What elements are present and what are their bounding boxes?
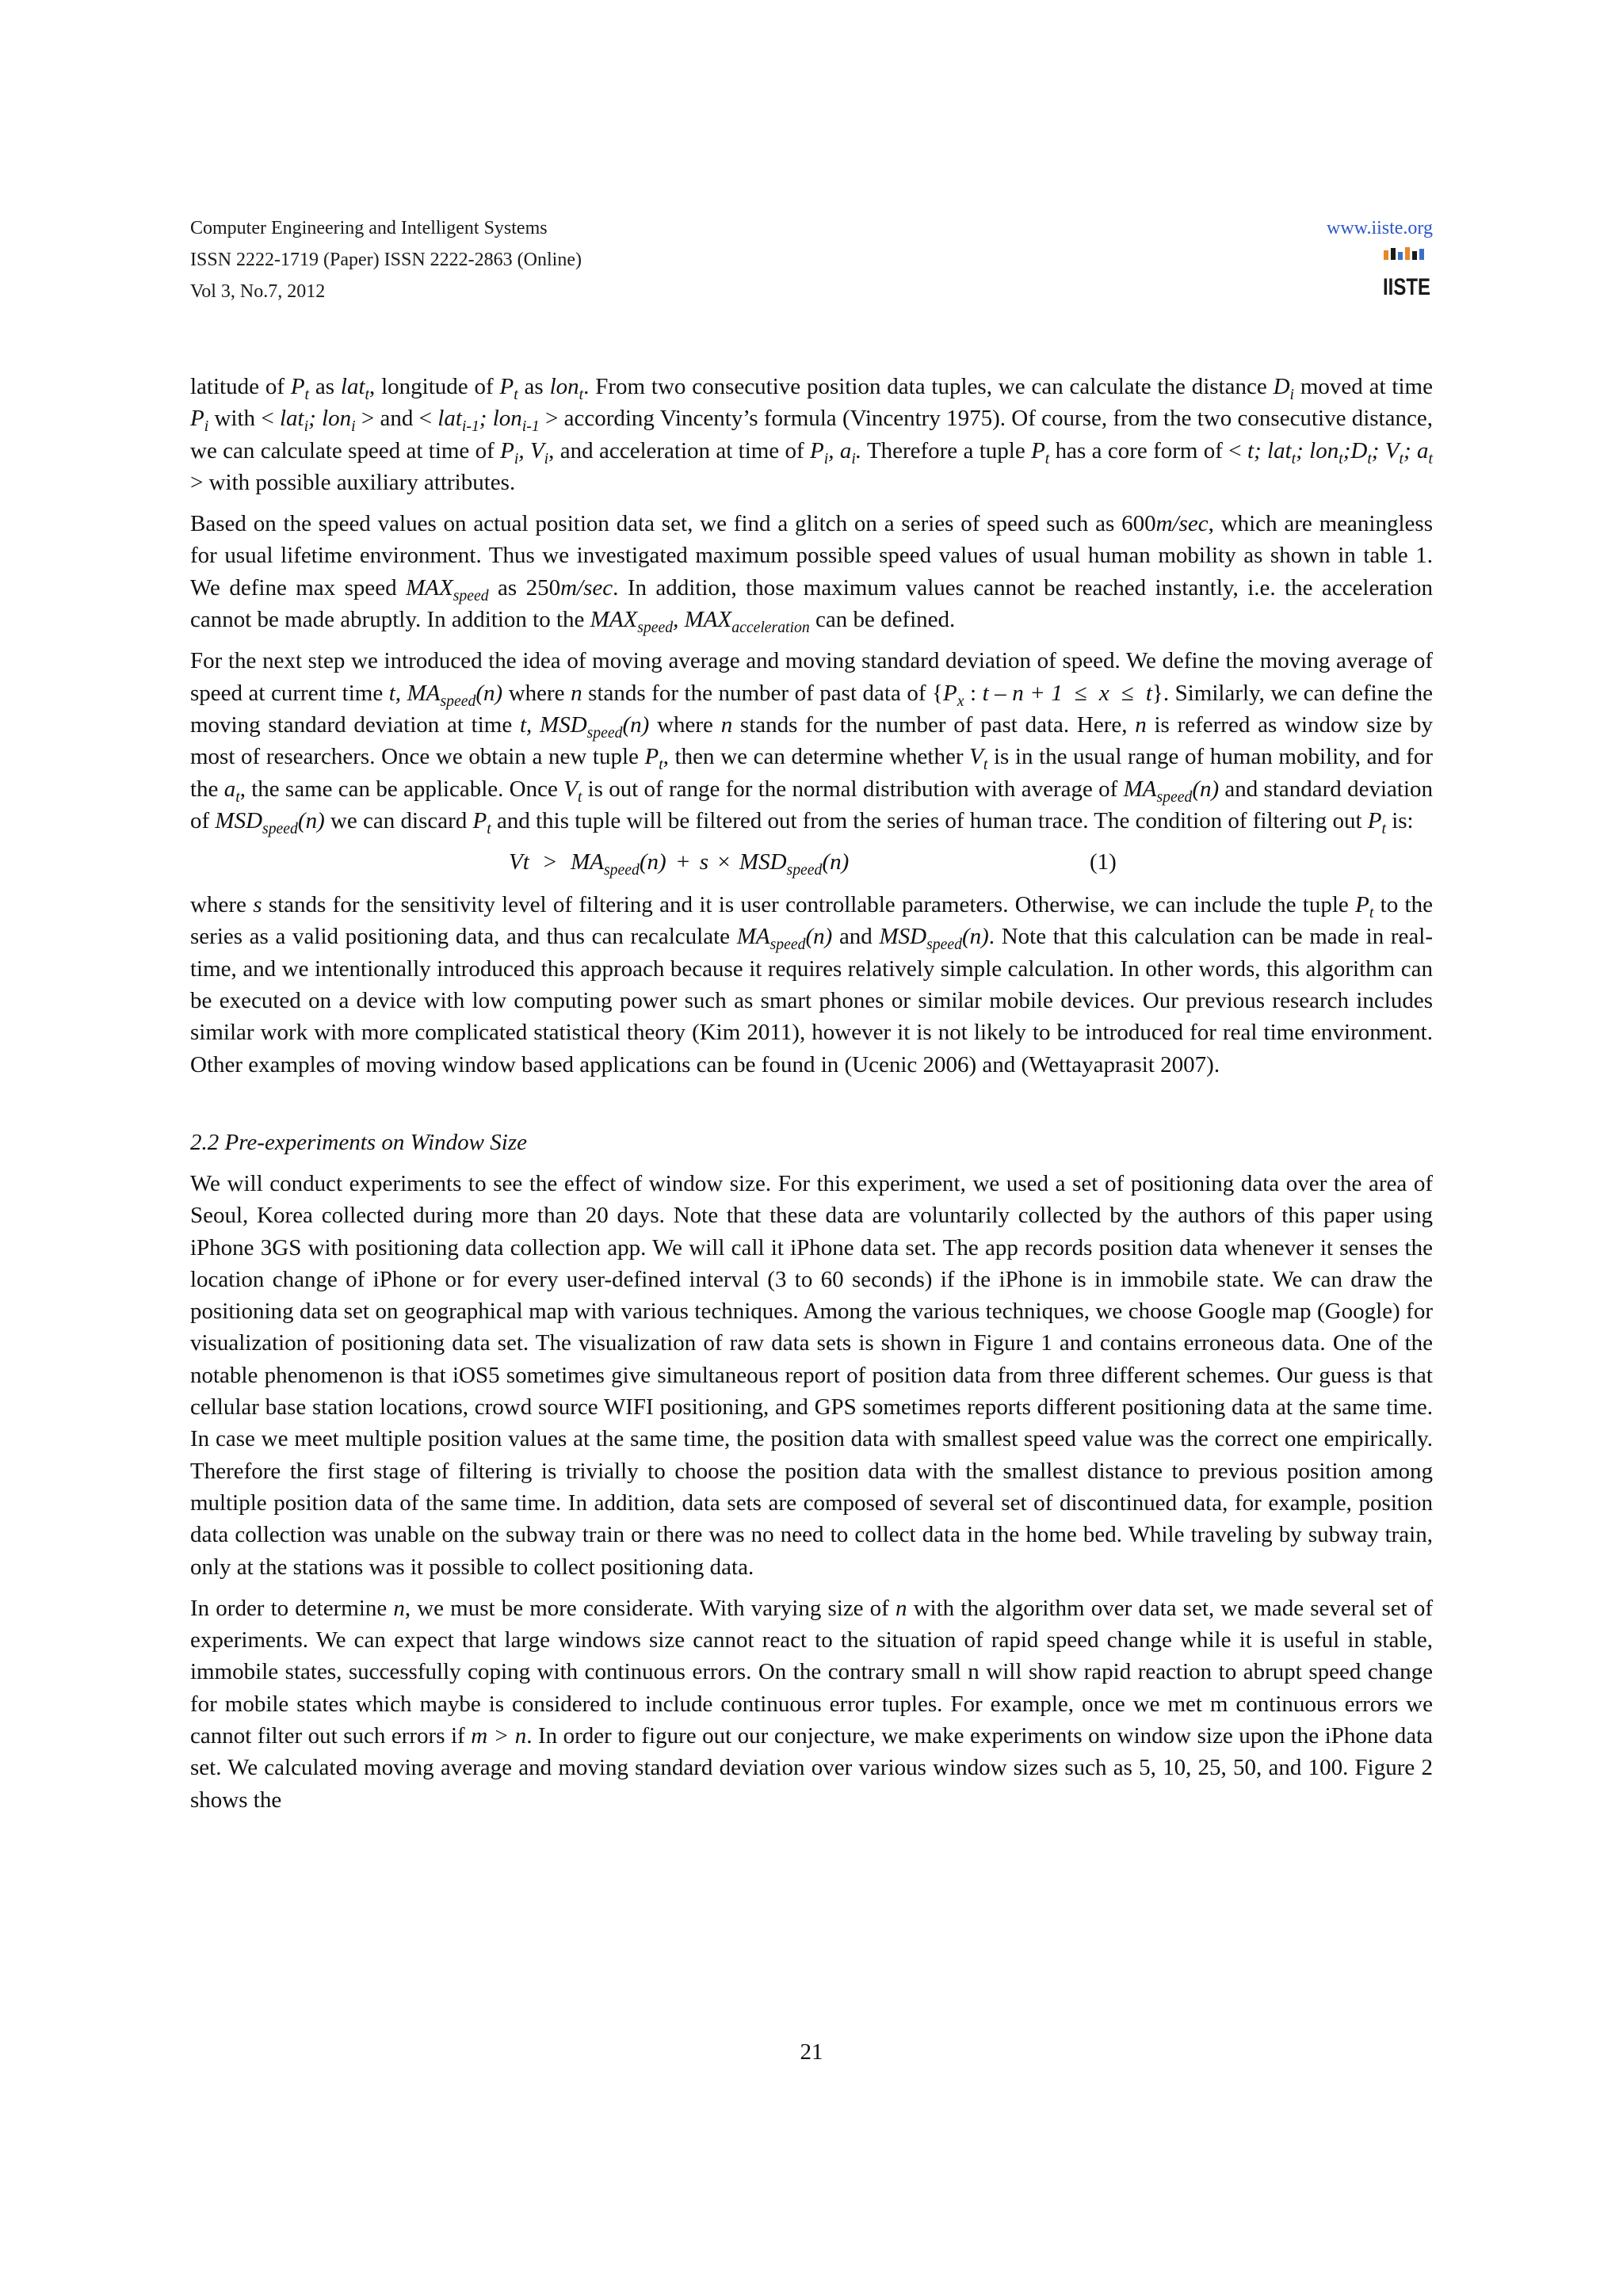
equation-ma-argument: (n) + s — [639, 849, 709, 875]
page-header — [190, 212, 1433, 315]
paragraph-experiment-setup: We will conduct experiments to see the effect of window size. For this experiment, we used a set of positioning data over the area of Seoul, Korea collected during more than 20 days. Note that these data are voluntarily collected by the authors of this paper using iPhone 3GS with positioning data collection app. We will call it iPhone data set. The app records position data whenever it senses the location change of iPhone or for every user-defined interval (3 to 60 seconds) if the iPhone is in immobile state. We can draw the positioning data set on geographical map with various techniques. Among the various techniques, we choose Google map (Google) for visualization of positioning data set. The visualization of raw data sets is shown in Figure 1 and contains erroneous data. One of the notable phenomenon is that iOS5 sometimes give simultaneous report of position data from three different schemes. Our guess is that cellular base station locations, crowd source WIFI positioning, and GPS sometimes reports different positioning data at the same time. In case we meet multiple position values at the same time, the position data with smallest speed value was the correct one empirically. Therefore the first stage of filtering is trivially to choose the position data with the smallest distance to previous position among multiple position data of the same time. In addition, data sets are composed of several set of discontinued data, for example, position data collection was unable on the subway train or there was no need to collect data in the home bed. While traveling by subway train, only at the stations was it possible to collect positioning data. — [190, 1170, 1433, 1580]
equation-ma: MA — [571, 849, 605, 875]
equation-msd-argument: (n) — [822, 849, 850, 875]
iiste-logo-icon — [1381, 246, 1433, 301]
equation-body — [509, 846, 849, 878]
journal-title: Computer Engineering and Intelligent Systems — [190, 218, 548, 238]
equation-lhs: Vt — [509, 849, 529, 875]
paragraph-moving-average: For the next step we introduced the idea of moving average and moving standard deviation of speed. We define the moving average of speed at current time t, $MA_{speed}(n)$ where n stands for the number of past data of {$P_x$ : t – n + 1 ≤ x ≤ t}. Similarly, we can define the moving standard deviation at time t, $MSD_{speed}(n)$ where n stands for the number of past data. Here, n is referred as window size by most of researchers. Once we obtain a new tuple $P_t$, then we can determine whether $V_t$ is in the usual range of human mobility, and for the $a_t$, the same can be applicable. Once $V_t$ is out of range for the normal distribution with average of $MA_{speed}(n)$ and standard deviation of $MSD_{speed}(n)$ we can discard $P_t$ and this tuple will be filtered out from the series of human trace. The condition of filtering out $P_t$ is: — [190, 648, 1433, 837]
equation-times: × — [717, 849, 731, 875]
journal-volume: Vol 3, No.7, 2012 — [190, 281, 326, 302]
paragraph-sensitivity: where s stands for the sensitivity level of filtering and it is user controllable parameters. Otherwise, we can include the tuple $P_t$ to the series as a valid positioning data, and thus can recalculate $MA_{speed}(n)$ and $MSD_{speed}(n)$. Note that this calculation can be made in real-time, and we intentionally introduced this approach because it requires relatively simple calculation. In other words, this algorithm can be executed on a device with low computing power such as smart phones or similar mobile devices. Our previous research includes similar work with more complicated statistical theory (Kim 2011), however it is not likely to be introduced for real time environment. Other examples of moving window based applications can be found in (Ucenic 2006) and (Wettayaprasit 2007). — [190, 892, 1434, 1077]
section-heading: 2.2 Pre-experiments on Window Size — [190, 1129, 527, 1155]
paragraph-window-size: In order to determine n, we must be more considerate. With varying size of n with the algorithm over data set, we made several set of experiments. We can expect that large windows size cannot react to the situation of rapid speed change while it is useful in stable, immobile states, successfully coping with continuous errors. On the contrary small n will show rapid reaction to abrupt speed change for mobile states which maybe is considered to include continuous error tuples. For example, once we met m continuous errors we cannot filter out such errors if m > n. In order to figure out our conjecture, we make experiments on window size upon the iPhone data set. We calculated moving average and moving standard deviation over various window sizes such as 5, 10, 25, 50, and 100. Figure 2 shows the — [190, 1595, 1433, 1813]
article-body — [190, 371, 1433, 1825]
page-number: 21 — [800, 2039, 823, 2065]
journal-issn: ISSN 2222-1719 (Paper) ISSN 2222-2863 (Online) — [190, 250, 582, 270]
equation-ma-subscript: speed — [604, 860, 640, 879]
journal-website-link[interactable]: www.iiste.org — [1327, 218, 1433, 238]
paragraph-tuple-definition: latitude of $P_t$ as lat$_t$, longitude of $P_t$ as lon$_t$. From two consecutive position data tuples, we can calculate the distance $D_i$ moved at time $P_i$ with < lat$_i$; lon$_i$ > and < lat$_{i-1}$; lon$_{i-1}$ > according Vincenty’s formula (Vincentry 1975). Of course, from the two consecutive distance, we can calculate speed at time of $P_i$, $V_i$, and acceleration at time of $P_i$, $a_i$. Therefore a tuple $P_t$ has a core form of < t; lat$_t$; $lon_t;D_t$; $V_t$; $a_t$ > with possible auxiliary attributes. — [190, 374, 1433, 495]
equation-msd-subscript: speed — [786, 860, 823, 879]
equation-operator: > — [543, 849, 557, 875]
equation-number: (1) — [1090, 849, 1117, 875]
svg-text:IISTE: IISTE — [1383, 274, 1430, 300]
equation-msd: MSD — [739, 849, 787, 875]
paragraph-max-speed: Based on the speed values on actual position data set, we find a glitch on a series of speed such as 600m/sec, which are meaningless for usual lifetime environment. Thus we investigated maximum possible speed values of usual human mobility as shown in table 1. We define max speed $MAX_{speed}$ as 250m/sec. In addition, those maximum values cannot be reached instantly, i.e. the acceleration cannot be made abruptly. In addition to the $MAX_{speed}$, $MAX_{acceleration}$ can be defined. — [190, 511, 1433, 636]
equation-filter-condition — [190, 846, 1433, 881]
